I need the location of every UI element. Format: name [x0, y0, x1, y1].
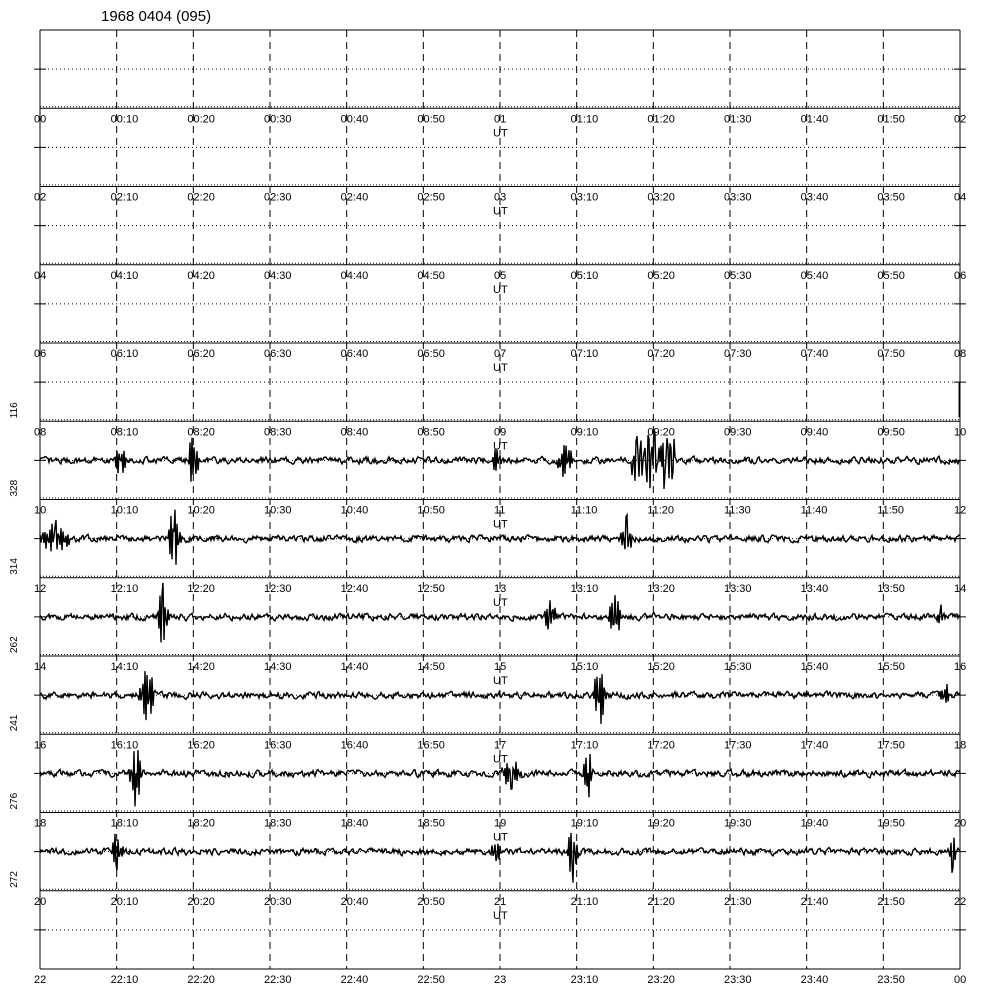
- tick-label: 14:40: [340, 661, 369, 673]
- tick-label: 14:50: [417, 661, 445, 673]
- tick-label: 22:30: [264, 974, 292, 986]
- tick-label: 06:10: [110, 348, 139, 360]
- tick-label: 16:20: [187, 739, 215, 752]
- tick-label: 11:40: [800, 504, 828, 517]
- tick-label: 14: [34, 661, 47, 673]
- tick-label: 18:50: [417, 817, 445, 830]
- tick-label: 18: [34, 817, 47, 830]
- tick-label: 20:50: [417, 895, 445, 908]
- tick-label: 20:40: [340, 895, 369, 908]
- tick-label: 00:20: [187, 113, 215, 126]
- axis-ut-label: UT: [493, 596, 508, 609]
- tick-label: 17:20: [647, 739, 675, 752]
- tick-label: 15:20: [647, 661, 675, 673]
- tick-label: 19:30: [724, 817, 752, 830]
- tick-label: 11:20: [647, 504, 675, 517]
- tick-label: 11: [494, 504, 506, 517]
- tick-label: 05: [494, 269, 507, 282]
- tick-label: 18:30: [264, 817, 292, 830]
- tick-label: 19: [494, 817, 507, 830]
- tick-label: 06: [954, 269, 967, 282]
- axis-ut-label: UT: [493, 518, 508, 531]
- tick-label: 12:10: [110, 582, 139, 595]
- tick-label: 16: [34, 739, 47, 752]
- tick-label: 15: [494, 661, 507, 673]
- row-0200: [34, 147, 966, 217]
- tick-label: 21:20: [647, 895, 675, 908]
- tick-label: 13: [494, 582, 507, 595]
- tick-label: 02:50: [417, 191, 445, 204]
- tick-label: 09:40: [800, 426, 829, 439]
- tick-label: 19:20: [647, 817, 675, 830]
- tick-label: 01:50: [877, 113, 905, 126]
- tick-label: 15:10: [570, 661, 599, 673]
- tick-label: 23: [494, 974, 507, 986]
- tick-label: 01: [494, 113, 507, 126]
- tick-label: 06:40: [340, 348, 369, 360]
- tick-label: 05:30: [724, 269, 752, 282]
- tick-label: 18:40: [340, 817, 369, 830]
- tick-label: 21: [494, 895, 507, 908]
- tick-label: 17:50: [877, 739, 905, 752]
- tick-label: 15:30: [724, 661, 752, 673]
- tick-label: 08:10: [110, 426, 139, 439]
- tick-label: 08:20: [187, 426, 215, 439]
- tick-label: 08: [34, 426, 47, 439]
- tick-label: 10:50: [417, 504, 445, 517]
- tick-label: 15:40: [800, 661, 829, 673]
- tick-label: 13:10: [570, 582, 599, 595]
- tick-label: 21:10: [570, 895, 599, 908]
- tick-label: 07:40: [800, 348, 829, 360]
- tick-label: 11:30: [724, 504, 751, 517]
- row-side-label: 276: [9, 792, 20, 810]
- tick-label: 13:30: [724, 582, 752, 595]
- tick-label: 16:40: [340, 739, 369, 752]
- tick-label: 22:40: [340, 974, 369, 986]
- tick-label: 03:40: [800, 191, 829, 204]
- tick-label: 14:20: [187, 661, 215, 673]
- tick-label: 07: [494, 348, 507, 360]
- tick-label: 12: [954, 504, 967, 517]
- tick-label: 12:20: [187, 582, 215, 595]
- tick-label: 14: [954, 582, 967, 595]
- tick-label: 09:20: [647, 426, 675, 439]
- tick-label: 12: [34, 582, 47, 595]
- tick-label: 07:20: [647, 348, 675, 360]
- row-2000: [9, 833, 966, 922]
- helicorder-rows: [9, 69, 966, 986]
- tick-label: 02:20: [187, 191, 215, 204]
- tick-label: 10:10: [110, 504, 139, 517]
- tick-label: 05:10: [570, 269, 599, 282]
- tick-label: 00:40: [340, 113, 369, 126]
- tick-label: 04:40: [340, 269, 369, 282]
- axis-ut-label: UT: [493, 831, 508, 844]
- tick-label: 16:30: [264, 739, 292, 752]
- axis-ut-label: UT: [493, 283, 508, 296]
- page-title: 1968 0404 (095): [101, 8, 212, 25]
- tick-label: 01:20: [647, 113, 675, 126]
- tick-label: 03:50: [877, 191, 905, 204]
- row-1800: [9, 750, 966, 843]
- tick-label: 01:10: [570, 113, 599, 126]
- tick-label: 14:10: [110, 661, 139, 673]
- tick-label: 13:40: [800, 582, 829, 595]
- tick-label: 00:50: [417, 113, 445, 126]
- tick-label: 10: [34, 504, 47, 517]
- tick-label: 11:10: [570, 504, 598, 517]
- tick-label: 23:30: [724, 974, 752, 986]
- tick-label: 10:30: [264, 504, 292, 517]
- axis-ut-label: UT: [493, 909, 508, 922]
- tick-label: 02:10: [110, 191, 139, 204]
- tick-label: 00:10: [110, 113, 139, 126]
- row-1400: [9, 583, 966, 687]
- tick-label: 05:20: [647, 269, 675, 282]
- tick-label: 02:30: [264, 191, 292, 204]
- tick-label: 04:30: [264, 269, 292, 282]
- tick-label: 21:40: [800, 895, 829, 908]
- tick-label: 12:40: [340, 582, 369, 595]
- tick-label: 08:30: [264, 426, 292, 439]
- tick-label: 22: [34, 974, 47, 986]
- tick-label: 09:30: [724, 426, 752, 439]
- tick-label: 22:20: [187, 974, 215, 986]
- tick-label: 01:40: [800, 113, 829, 126]
- tick-label: 13:20: [647, 582, 675, 595]
- tick-label: 04:10: [110, 269, 139, 282]
- tick-label: 23:40: [800, 974, 829, 986]
- tick-label: 21:50: [877, 895, 905, 908]
- tick-label: 18: [954, 739, 967, 752]
- tick-label: 08: [954, 348, 967, 360]
- tick-label: 17:10: [570, 739, 599, 752]
- axis-ut-label: UT: [493, 127, 508, 140]
- tick-label: 09: [494, 426, 507, 439]
- tick-label: 04:50: [417, 269, 445, 282]
- row-1600: [9, 671, 966, 765]
- tick-label: 01:30: [724, 113, 752, 126]
- tick-label: 10: [954, 426, 967, 439]
- tick-label: 07:10: [570, 348, 599, 360]
- tick-label: 18:10: [110, 817, 139, 830]
- tick-label: 03: [494, 191, 507, 204]
- tick-label: 22:10: [110, 974, 139, 986]
- tick-label: 20:10: [110, 895, 139, 908]
- row-side-label: 241: [9, 714, 20, 732]
- tick-label: 18:20: [187, 817, 215, 830]
- tick-label: 16: [954, 661, 967, 673]
- row-0800: [9, 382, 966, 452]
- tick-label: 02: [34, 191, 47, 204]
- tick-label: 20: [954, 817, 967, 830]
- tick-label: 20: [34, 895, 47, 908]
- row-side-label: 314: [9, 558, 20, 575]
- tick-label: 23:10: [570, 974, 599, 986]
- tick-label: 16:10: [110, 739, 139, 752]
- axis-ut-label: UT: [493, 205, 508, 218]
- tick-label: 16:50: [417, 739, 445, 752]
- axis-ut-label: UT: [493, 440, 508, 453]
- tick-label: 22: [954, 895, 967, 908]
- tick-label: 19:40: [800, 817, 829, 830]
- row-1000: [9, 429, 966, 531]
- tick-label: 03:30: [724, 191, 752, 204]
- tick-label: 17:40: [800, 739, 829, 752]
- row-0600: [34, 304, 966, 374]
- row-side-label: 328: [9, 479, 20, 497]
- axis-ut-label: UT: [493, 675, 508, 687]
- tick-label: 12:30: [264, 582, 292, 595]
- tick-label: 04:20: [187, 269, 215, 282]
- tick-label: 20:20: [187, 895, 215, 908]
- tick-label: 02:40: [340, 191, 369, 204]
- axis-ut-label: UT: [493, 362, 508, 374]
- tick-label: 07:30: [724, 348, 752, 360]
- tick-label: 05:50: [877, 269, 905, 282]
- tick-label: 06:20: [187, 348, 215, 360]
- tick-label: 06: [34, 348, 47, 360]
- tick-label: 19:10: [570, 817, 599, 830]
- tick-label: 03:10: [570, 191, 599, 204]
- tick-label: 06:50: [417, 348, 445, 360]
- tick-label: 19:50: [877, 817, 905, 830]
- row-side-label: 262: [9, 636, 20, 653]
- tick-label: 09:10: [570, 426, 599, 439]
- tick-label: 04: [34, 269, 47, 282]
- tick-label: 11:50: [877, 504, 905, 517]
- axis-ut-label: UT: [493, 753, 508, 766]
- tick-label: 08:40: [340, 426, 369, 439]
- tick-label: 22:50: [417, 974, 445, 986]
- row-1200: [9, 510, 966, 609]
- tick-label: 21:30: [724, 895, 752, 908]
- row-side-label: 116: [9, 402, 20, 419]
- tick-label: 00: [954, 974, 967, 986]
- tick-label: 00:30: [264, 113, 292, 126]
- tick-label: 00: [34, 113, 47, 126]
- tick-label: 03:20: [647, 191, 675, 204]
- tick-label: 15:50: [877, 661, 905, 673]
- tick-label: 14:30: [264, 661, 292, 673]
- tick-label: 13:50: [877, 582, 905, 595]
- tick-label: 17:30: [724, 739, 752, 752]
- tick-label: 08:50: [417, 426, 445, 439]
- tick-label: 04: [954, 191, 967, 204]
- tick-label: 05:40: [800, 269, 829, 282]
- tick-label: 23:20: [647, 974, 675, 986]
- tick-label: 09:50: [877, 426, 905, 439]
- tick-label: 02: [954, 113, 967, 126]
- tick-label: 12:50: [417, 582, 445, 595]
- tick-label: 06:30: [264, 348, 292, 360]
- row-side-label: 272: [9, 871, 20, 888]
- tick-label: 07:50: [877, 348, 905, 360]
- tick-label: 23:50: [877, 974, 905, 986]
- tick-label: 10:20: [187, 504, 215, 517]
- tick-label: 10:40: [340, 504, 369, 517]
- tick-label: 20:30: [264, 895, 292, 908]
- tick-label: 17: [494, 739, 507, 752]
